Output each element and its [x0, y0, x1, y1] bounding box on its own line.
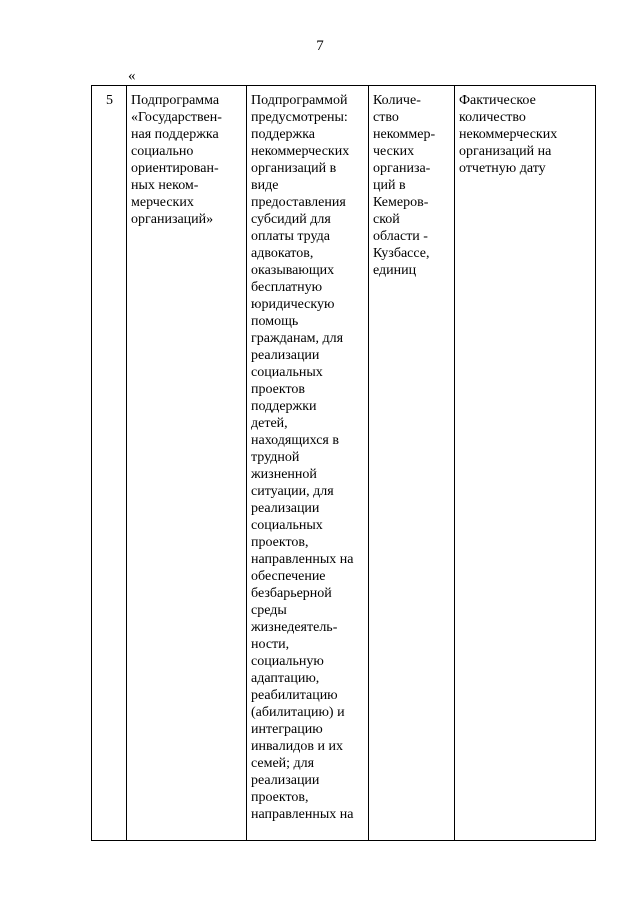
text-line: количество: [459, 110, 526, 125]
text-line: детей,: [251, 416, 288, 431]
text-line: ческих: [373, 144, 415, 159]
text-line: семей; для: [251, 756, 315, 771]
text-line: некоммер-: [373, 127, 436, 142]
text-line: ориентирован-: [131, 161, 219, 176]
text-line: ций в: [373, 178, 406, 193]
text-line: ных неком-: [131, 178, 199, 193]
calculation-method-text: [459, 92, 592, 177]
text-line: Подпрограмма: [131, 93, 220, 108]
text-line: Кузбассе,: [373, 246, 430, 261]
text-line: бесплатную: [251, 280, 323, 295]
text-line: реализации: [251, 348, 320, 363]
text-line: Кемеров-: [373, 195, 429, 210]
text-line: трудной: [251, 450, 300, 465]
text-line: мерческих: [131, 195, 194, 210]
text-line: организаций»: [131, 212, 214, 227]
text-line: поддержка: [251, 127, 316, 142]
text-line: ство: [373, 110, 399, 125]
text-line: (абилитацию) и: [251, 705, 345, 720]
text-line: проектов,: [251, 535, 309, 550]
text-line: инвалидов и их: [251, 739, 343, 754]
text-line: организаций в: [251, 161, 337, 176]
text-line: ситуации, для: [251, 484, 334, 499]
page-number: 7: [316, 38, 324, 54]
text-line: жизненной: [251, 467, 317, 482]
subprogram-text: [131, 92, 243, 228]
text-line: юридическую: [251, 297, 335, 312]
text-line: организаций на: [459, 144, 552, 159]
description-cell: [247, 86, 369, 841]
text-line: помощь: [251, 314, 299, 329]
text-line: социально: [131, 144, 194, 159]
text-line: гражданам, для: [251, 331, 344, 346]
text-line: адвокатов,: [251, 246, 314, 261]
text-line: среды: [251, 603, 287, 618]
text-line: предусмотрены:: [251, 110, 348, 125]
text-line: направленных на: [251, 552, 354, 567]
subprogram-cell: [127, 86, 247, 841]
text-line: направленных на: [251, 807, 354, 822]
text-line: адаптацию,: [251, 671, 320, 686]
text-line: оплаты труда: [251, 229, 330, 244]
row-number-cell: 5: [92, 86, 127, 841]
text-line: некоммерческих: [459, 127, 558, 142]
text-line: субсидий для: [251, 212, 331, 227]
text-line: организа-: [373, 161, 431, 176]
indicator-cell: [369, 86, 455, 841]
calculation-method-cell: [455, 86, 596, 841]
text-line: Фактическое: [459, 93, 536, 108]
description-text: [251, 92, 365, 823]
text-line: Количе-: [373, 93, 421, 108]
text-line: интеграцию: [251, 722, 323, 737]
text-line: области -: [373, 229, 428, 244]
text-line: находящихся в: [251, 433, 339, 448]
text-line: предоставления: [251, 195, 346, 210]
text-line: реализации: [251, 501, 320, 516]
text-line: реализации: [251, 773, 320, 788]
text-line: ности,: [251, 637, 290, 652]
text-line: социальную: [251, 654, 324, 669]
text-line: единиц: [373, 263, 417, 278]
text-line: ная поддержка: [131, 127, 219, 142]
text-line: «Государствен-: [131, 110, 222, 125]
text-line: оказывающих: [251, 263, 335, 278]
text-line: проектов: [251, 382, 306, 397]
text-line: ской: [373, 212, 400, 227]
opening-quote-mark: «: [128, 68, 136, 84]
text-line: обеспечение: [251, 569, 326, 584]
text-line: Подпрограммой: [251, 93, 348, 108]
text-line: реабилитацию: [251, 688, 338, 703]
text-line: поддержки: [251, 399, 317, 414]
text-line: виде: [251, 178, 279, 193]
text-line: проектов,: [251, 790, 309, 805]
text-line: социальных: [251, 518, 323, 533]
text-line: некоммерческих: [251, 144, 350, 159]
text-line: жизнедеятель-: [251, 620, 338, 635]
indicator-text: [373, 92, 451, 279]
text-line: отчетную дату: [459, 161, 546, 176]
text-line: безбарьерной: [251, 586, 332, 601]
indicators-table: [91, 85, 596, 841]
table-row: [92, 86, 596, 841]
text-line: социальных: [251, 365, 323, 380]
